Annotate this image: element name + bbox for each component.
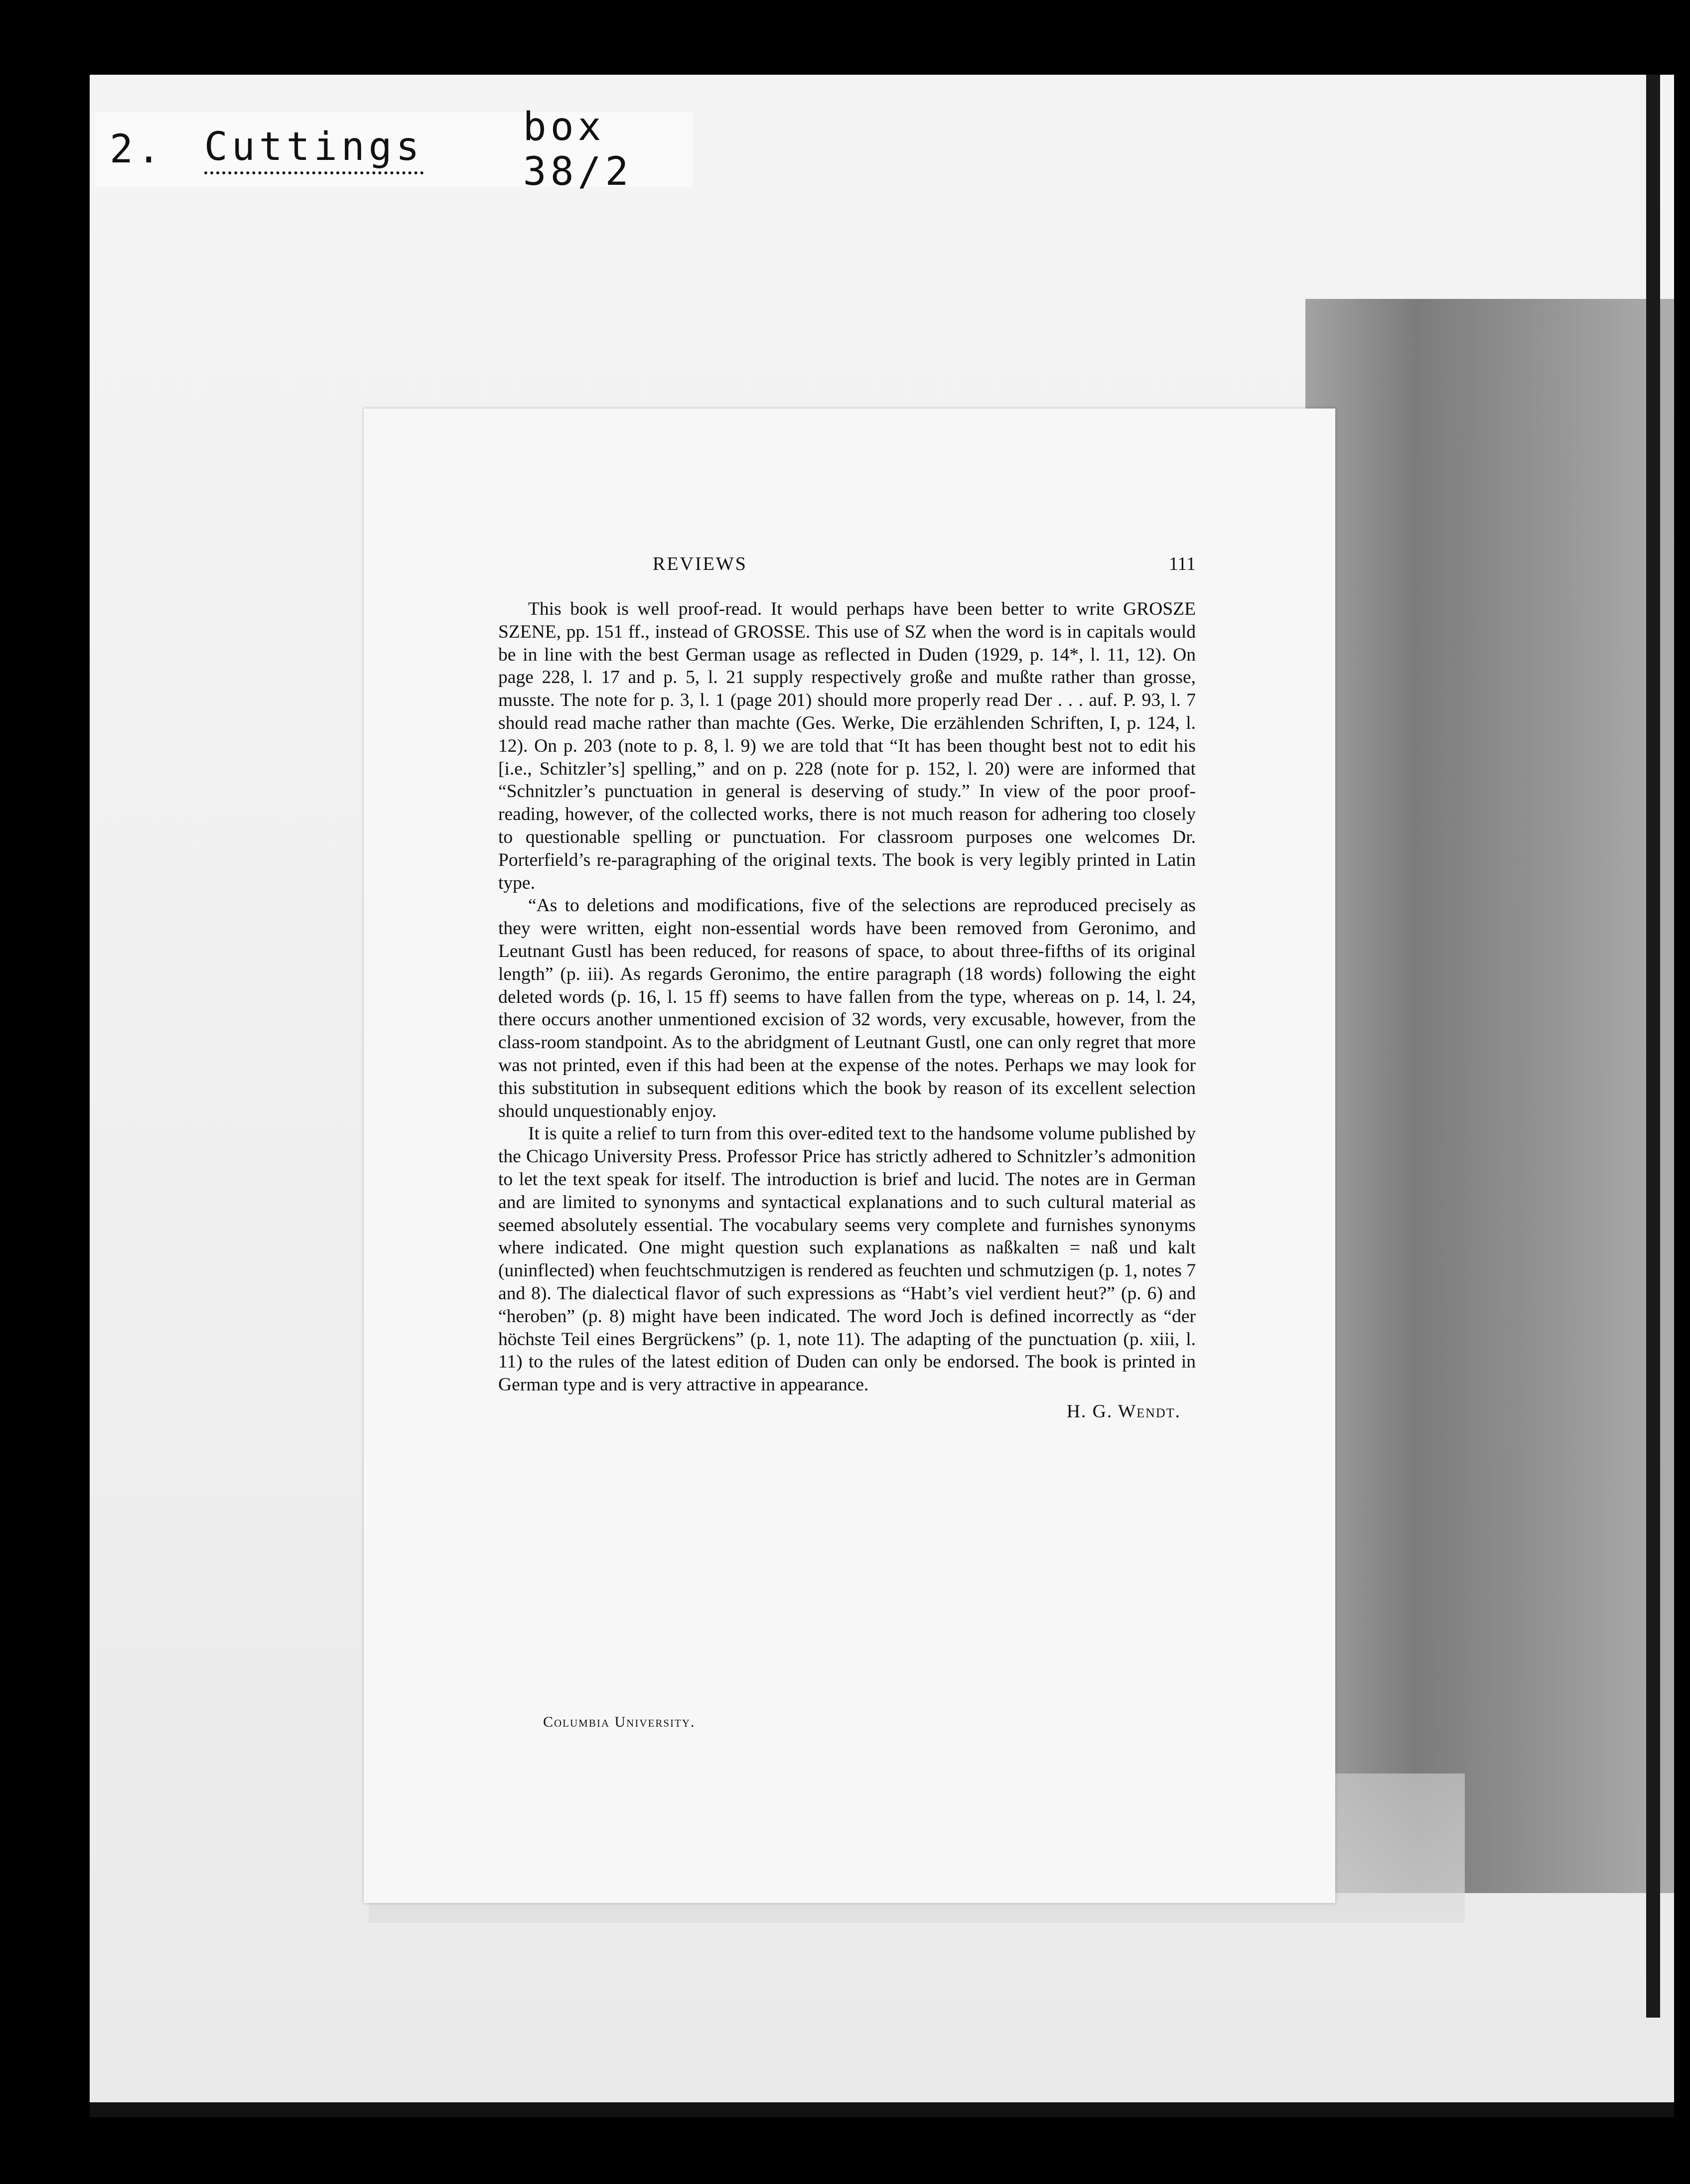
label-category: Cuttings — [204, 125, 423, 174]
paragraph: “As to deletions and modifications, five of the selections are reproduced precisely as they were written, eight non-essential words have been removed from Geronimo, and Leutnant Gustl has been reduced, for reasons of space, to about three-fifths of its original length” (p. iii). As regards Geronimo, the entire paragraph (18 words) following the eight deleted words (p. 16, l. 15 ff) seems to have fallen from the type, whereas on p. 14, l. 24, there occurs another unmentioned excision of 32 words, very excusable, however, from the class-room standpoint. As to the abridgment of Leutnant Gustl, one can only regret that more was not printed, even if this had been at the expense of the notes. Perhaps we may look for this substitution in subsequent editions which the book by reason of its excellent selection should unquestionably enjoy. — [498, 895, 1196, 1121]
paragraph: This book is well proof-read. It would perhaps have been better to write GROSZE SZENE, pp. 151 ff., instead of GROSSE. This use of SZ when the word is in capitals would be in line with the best German usage as reflected in Duden (1929, p. 14*, l. 11, 12). On page 228, l. 17 and p. 5, l. 21 supply respectively große and mußte rather than grosse, musste. The note for p. 3, l. 1 (page 201) should more properly read Der . . . auf. P. 93, l. 7 should read mache rather than machte (Ges. Werke, Die erzählenden Schriften, I, p. 124, l. 12). On p. 203 (note to p. 8, l. 9) we are told that “It has been thought best not to edit his [i.e., Schitzler’s] spelling,” and on p. 228 (note for p. 152, l. 20) were are informed that “Schnitzler’s punctuation in general is deserving of study.” In view of the poor proof-reading, however, of the collected works, there is not much reason for adhering too closely to questionable spelling or punctuation. For classroom purposes one welcomes Dr. Porterfield’s re-paragraphing of the original texts. The book is very legibly printed in Latin type. — [498, 599, 1196, 893]
author-signature: H. G. Wendt. — [1066, 1401, 1181, 1422]
author-affiliation: Columbia University. — [543, 1714, 696, 1730]
paragraph: It is quite a relief to turn from this over-edited text to the handsome volume published by the Chicago University Press. Professor Price has strictly adhered to Schnitzler’s admonition to let the text speak for itself. The introduction is brief and lucid. The notes are in German and are limited to synonyms and syntactical explanations and to such cultural material as seemed absolutely essential. The vocabulary seems very complete and furnishes synonyms where indicated. One might question such explanations as naßkalten = naß und kalt (uninflected) when feuchtschmutzigen is rendered as feuchten und schmutzigen (p. 1, notes 7 and 8). The dialectical flavor of such expressions as “Habt’s viel verdient heut?” (p. 6) and “heroben” (p. 8) might have been indicated. The word Joch is defined incorrectly as “der höchste Teil eines Bergrückens” (p. 1, note 11). The adapting of the punctuation (p. xiii, l. 11) to the rules of the latest edition of Duden can only be endorsed. The book is printed in German type and is very attractive in appearance. — [498, 1123, 1196, 1395]
board-bottom-line — [90, 2102, 1674, 2117]
running-head: REVIEWS — [653, 553, 747, 574]
label-box-number: box 38/2 — [523, 105, 633, 194]
review-body — [498, 598, 1196, 1423]
board-right-border — [1646, 75, 1660, 2018]
board-shadow — [1305, 299, 1674, 1893]
page-number: 111 — [1168, 553, 1196, 574]
archive-label — [95, 105, 693, 194]
label-number: 2. — [110, 127, 164, 172]
journal-clipping — [364, 409, 1335, 1903]
